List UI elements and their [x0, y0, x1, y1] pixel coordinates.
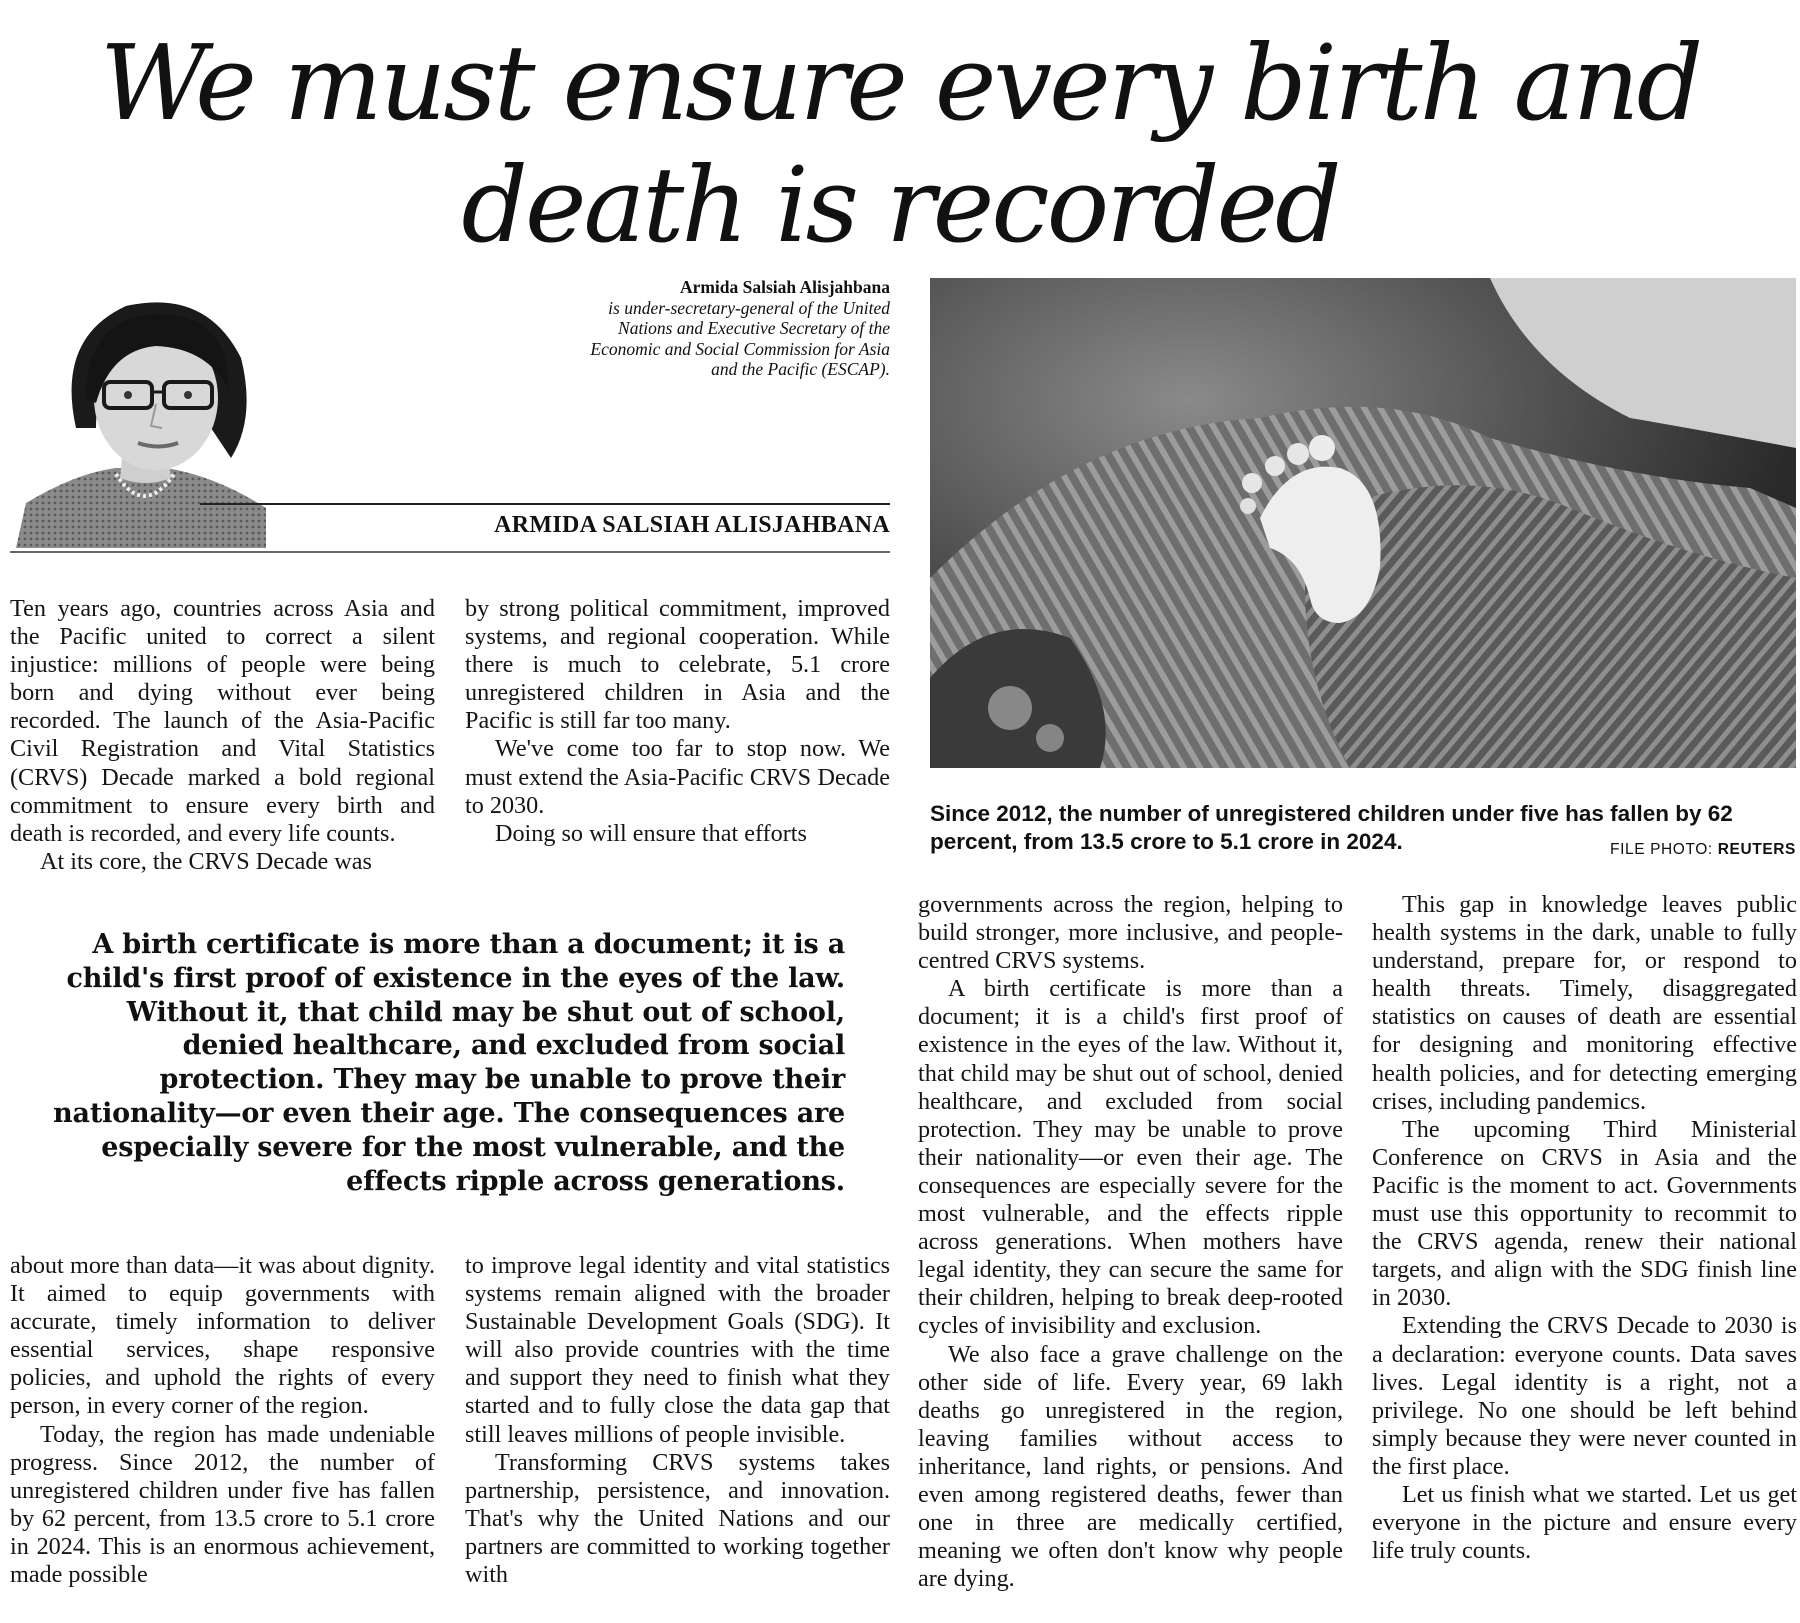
author-bio-line-2: Nations and Executive Secretary of the — [618, 318, 890, 338]
body-paragraph: Today, the region has made undeniable progress. Since 2012, the number of unregistered children under five has fallen by 62 percent, from 13.5 crore to 5.1 crore in 2024. This is an enormous achievement, made possible — [10, 1420, 435, 1589]
body-paragraph: This gap in knowledge leaves public health systems in the dark, unable to fully understand, prepare for, or respond to health threats. Timely, disaggregated statistics on causes of death are essential for designing and monitoring effective health policies, and for detecting emerging crises, including pandemics. — [1372, 891, 1797, 1115]
author-portrait — [16, 278, 266, 548]
author-bio-line-1: is under-secretary-general of the United — [608, 297, 890, 318]
article-photo — [930, 278, 1796, 768]
body-paragraph: We also face a grave challenge on the other side of life. Every year, 69 lakh deaths go unregistered in the region, leaving families without access to inheritance, land rights, or pensions. And even among registered deaths, fewer than one in three are medically certified, meaning we often don't know why people are dying. — [918, 1340, 1343, 1593]
body-column-2-bottom — [465, 1252, 890, 1589]
author-byline: ARMIDA SALSIAH ALISJAHBANA — [494, 512, 890, 538]
author-bio-name: Armida Salsiah Alisjahbana — [679, 277, 890, 297]
headline-line-2: death is recorded — [461, 144, 1339, 266]
body-column-4 — [1372, 891, 1797, 1565]
headline — [40, 22, 1760, 266]
byline-rule — [200, 503, 890, 505]
author-bio-line-3: Economic and Social Commission for Asia — [590, 338, 890, 359]
body-paragraph: by strong political commitment, improved systems, and regional cooperation. While there is much to celebrate, 5.1 crore unregistered children in Asia and the Pacific is still far too many. — [465, 595, 890, 735]
body-column-3 — [918, 891, 1343, 1593]
pull-quote: A birth certificate is more than a document; it is a child's first proof of existence in the eyes of the law. Without it, that child may be shut out of school, denied healthcare, and excluded from social protection. They may be unable to prove their nationality—or even their age. The consequences are especially severe for the most vulnerable, and the effects ripple across generations. — [53, 929, 845, 1197]
body-paragraph: A birth certificate is more than a document; it is a child's first proof of existence in the eyes of the law. Without it, that child may be shut out of school, denied healthcare, and excluded from social protection. They may be unable to prove their nationality—or even their age. The consequences are especially severe for the most vulnerable, and the effects ripple across generations. When mothers have legal identity, they can secure the same for their children, helping to break deep-rooted cycles of invisibility and exclusion. — [918, 975, 1343, 1340]
body-paragraph: Doing so will ensure that efforts — [495, 819, 807, 847]
body-column-1-top — [10, 595, 435, 876]
body-paragraph: Transforming CRVS systems takes partnership, persistence, and innovation. That's why the United Nations and our partners are committed to working together with — [465, 1448, 890, 1589]
body-paragraph: The upcoming Third Ministerial Conference on CRVS in Asia and the Pacific is the moment to act. Governments must use this opportunity to recommit to the CRVS agenda, renew their national targets, and align with the SDG finish line in 2030. — [1372, 1115, 1797, 1312]
body-paragraph: Extending the CRVS Decade to 2030 is a declaration: everyone counts. Data saves lives. Legal identity is a right, not a privilege. No one should be left behind simply because they were never counted in the first place. — [1372, 1312, 1797, 1480]
headline-line-1: We must ensure every birth and — [99, 22, 1701, 144]
byline-divider — [10, 551, 890, 553]
body-column-1-bottom — [10, 1252, 435, 1589]
photo-credit-prefix: FILE PHOTO: — [1610, 841, 1713, 858]
body-paragraph: Let us finish what we started. Let us get everyone in the picture and ensure every life truly counts. — [1372, 1480, 1797, 1565]
body-paragraph: governments across the region, helping to build stronger, more inclusive, and people-centred CRVS systems. — [918, 891, 1343, 975]
body-paragraph: about more than data—it was about dignity. It aimed to equip governments with accurate, timely information to deliver essential services, shape responsive policies, and uphold the rights of every person, in every corner of the region. — [10, 1252, 435, 1420]
body-paragraph: Ten years ago, countries across Asia and the Pacific united to correct a silent injustice: millions of people were being born and dying without ever being recorded. The launch of the Asia-Pacific Civil Registration and Vital Statistics (CRVS) Decade marked a bold regional commitment to ensure every birth and death is recorded, and every life counts. — [10, 595, 435, 847]
author-bio-line-4: and the Pacific (ESCAP). — [711, 359, 890, 379]
body-column-2-top — [465, 595, 890, 848]
body-paragraph: At its core, the CRVS Decade was — [40, 847, 372, 875]
photo-credit — [1610, 841, 1796, 859]
body-paragraph: We've come too far to stop now. We must extend the Asia-Pacific CRVS Decade to 2030. — [465, 735, 890, 819]
photo-credit-source: REUTERS — [1717, 841, 1796, 858]
photo-caption: Since 2012, the number of unregistered children under five has fallen by 62 percent, from 13.5 crore to 5.1 crore in 2024. — [930, 801, 1733, 854]
body-paragraph: to improve legal identity and vital statistics systems remain aligned with the broader Sustainable Development Goals (SDG). It will also provide countries with the time and support they need to finish what they started and to fully close the data gap that still leaves millions of people invisible. — [465, 1252, 890, 1448]
author-bio — [470, 277, 890, 380]
